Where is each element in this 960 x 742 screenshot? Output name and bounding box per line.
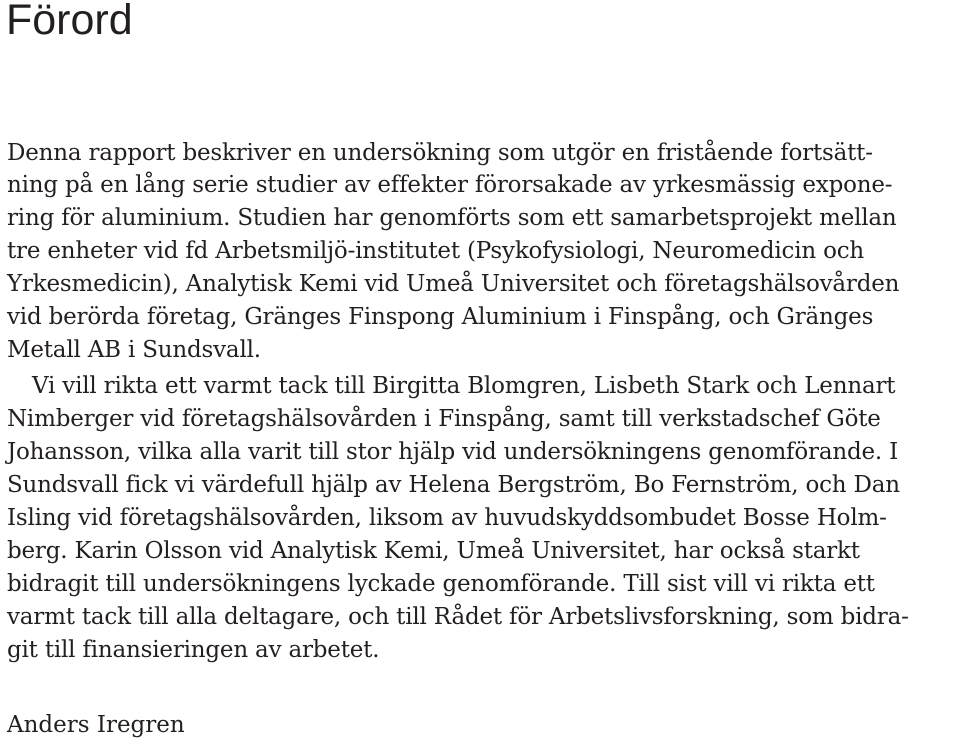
paragraph-1-line-2: ning på en lång serie studier av effekter förorsakade av yrkesmässig expone- — [7, 172, 893, 198]
paragraph-2-line-1: Vi vill rikta ett varmt tack till Birgitta Blomgren, Lisbeth Stark och Lennart — [32, 373, 896, 399]
paragraph-1-line-1: Denna rapport beskriver en undersökning som utgör en fristående fortsätt- — [7, 140, 873, 166]
paragraph-2-line-2: Nimberger vid företagshälsovården i Finspång, samt till verkstadschef Göte — [7, 406, 881, 432]
paragraph-2-line-3: Johansson, vilka alla varit till stor hjälp vid undersökningens genomförande. I — [7, 439, 898, 465]
paragraph-1-line-5: Yrkesmedicin), Analytisk Kemi vid Umeå Universitet och företagshälsovården — [7, 271, 900, 297]
paragraph-2-line-8: varmt tack till alla deltagare, och till Rådet för Arbetslivsforskning, som bidra- — [7, 604, 909, 630]
paragraph-1-line-6: vid berörda företag, Gränges Finspong Aluminium i Finspång, och Gränges — [7, 304, 874, 330]
paragraph-1-line-4: tre enheter vid fd Arbetsmiljö-institutet (Psykofysiologi, Neuromedicin och — [7, 238, 865, 264]
page-title: Förord — [6, 0, 133, 44]
signature: Anders Iregren — [7, 712, 185, 738]
paragraph-2-line-4: Sundsvall fick vi värdefull hjälp av Helena Bergström, Bo Fernström, och Dan — [7, 472, 900, 498]
paragraph-1-line-3: ring för aluminium. Studien har genomförts som ett samarbetsprojekt mellan — [7, 205, 897, 231]
paragraph-2-line-7: bidragit till undersökningens lyckade genomförande. Till sist vill vi rikta ett — [7, 571, 875, 597]
paragraph-2-line-6: berg. Karin Olsson vid Analytisk Kemi, Umeå Universitet, har också starkt — [7, 538, 860, 564]
paragraph-2-line-5: Isling vid företagshälsovården, liksom av huvudskyddsombudet Bosse Holm- — [7, 505, 887, 531]
paragraph-2-line-9: git till finansieringen av arbetet. — [7, 637, 380, 663]
paragraph-1-line-7: Metall AB i Sundsvall. — [7, 337, 261, 363]
